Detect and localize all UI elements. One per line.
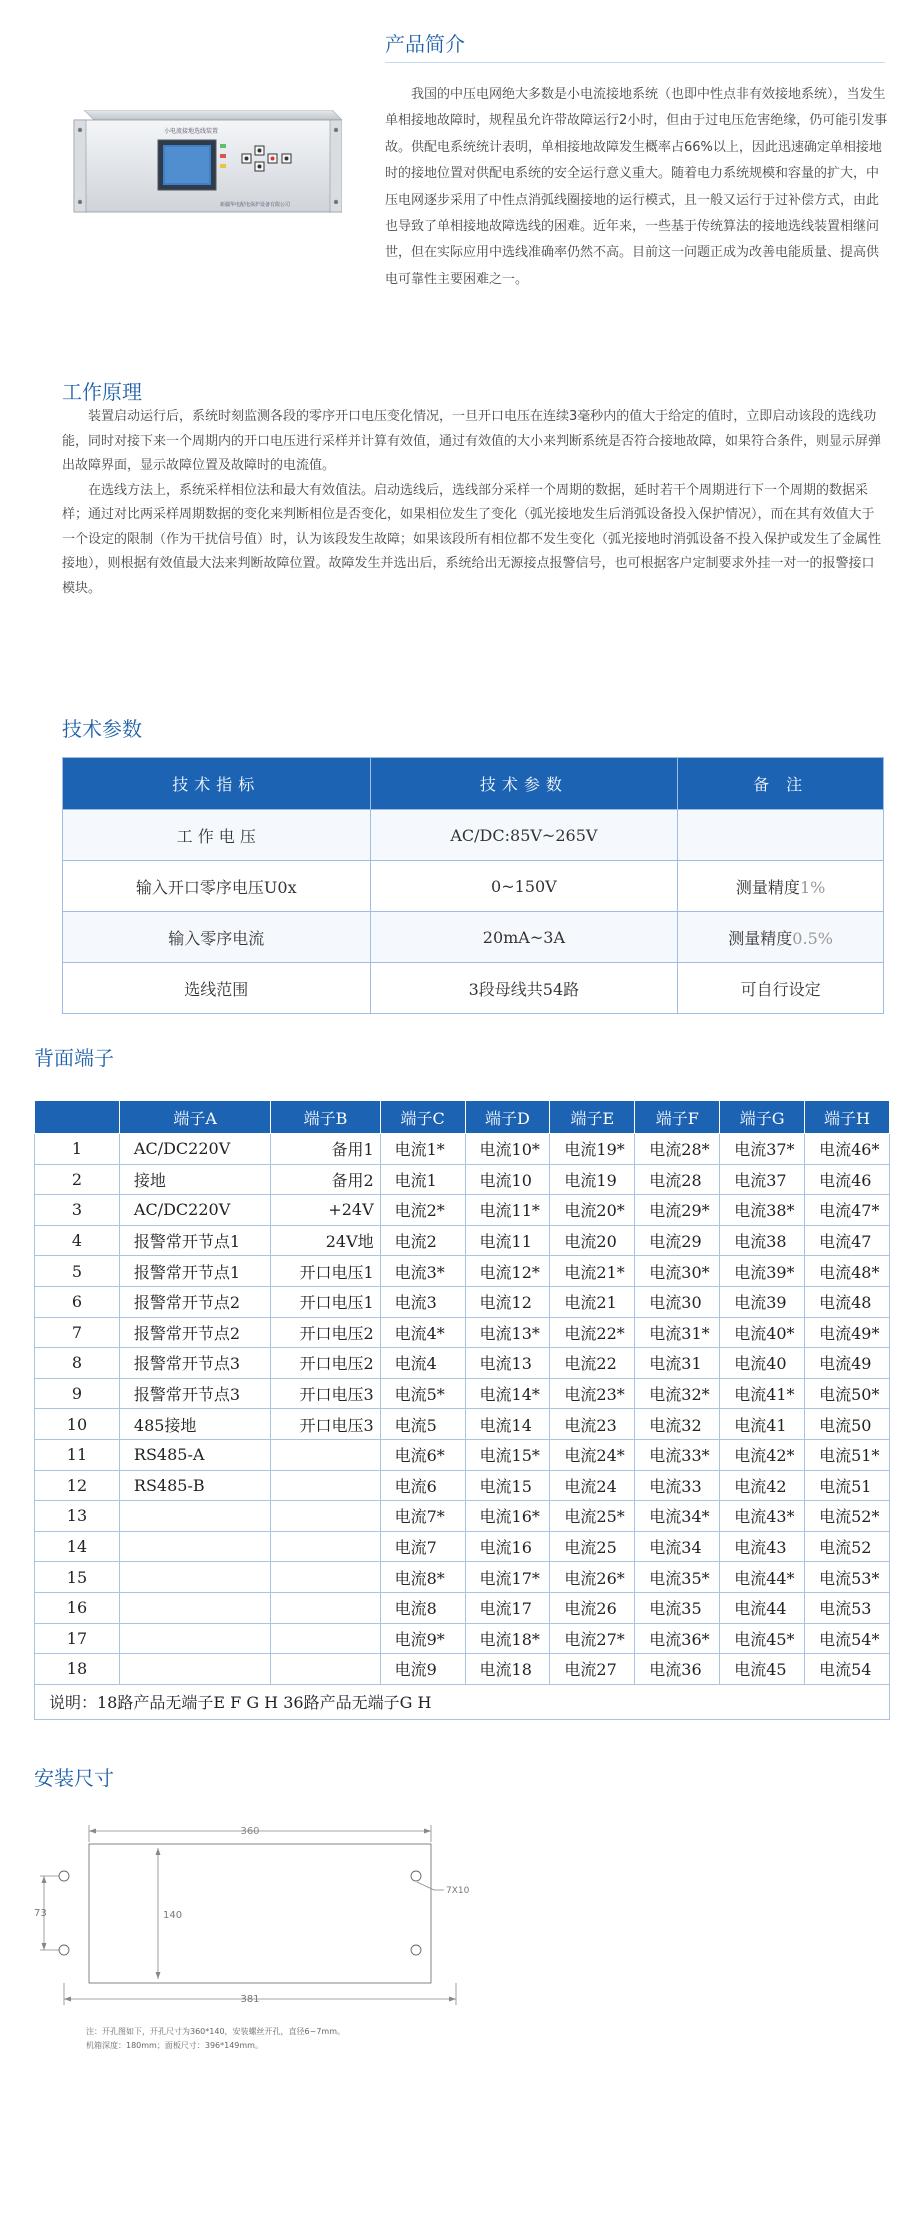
terminals-title: 背面端子 xyxy=(34,1046,114,1070)
table-row xyxy=(35,1562,890,1593)
tech-name-cell: 输入零序电流 xyxy=(63,912,371,963)
terminal-cell: 电流4 xyxy=(380,1348,465,1379)
terminal-cell: 电流12 xyxy=(465,1286,550,1317)
tech-name-cell: 工 作 电 压 xyxy=(63,810,371,861)
tech-note-text: 可自行设定 xyxy=(740,979,821,999)
terminal-cell: 电流15* xyxy=(465,1439,550,1470)
tech-header-cell: 技术参数 xyxy=(370,758,678,810)
principle-body xyxy=(62,405,887,601)
principle-paragraph-1: 装置启动运行后，系统时刻监测各段的零序开口电压变化情况，一旦开口电压在连续3毫秒内的值大于给定的值时，立即启动该段的选线功能，同时对接下来一个周期内的开口电压进行采样并计算有效值，通过有效值的大小来判断系统是否符合接地故障，如果符合条件，则显示屏弹出故障界面，显示故障位置及故障时的电流值。 xyxy=(62,409,882,473)
table-row xyxy=(63,912,884,963)
terminal-cell: 电流9* xyxy=(380,1623,465,1654)
table-row xyxy=(35,1501,890,1532)
terminal-cell: 电流24* xyxy=(550,1439,635,1470)
tech-header-cell: 技术指标 xyxy=(63,758,371,810)
terminal-cell: 电流49* xyxy=(805,1317,890,1348)
terminal-cell: 电流13* xyxy=(465,1317,550,1348)
table-row xyxy=(35,1623,890,1654)
terminal-cell: 开口电压1 xyxy=(271,1256,380,1287)
terminal-cell: 电流2* xyxy=(380,1195,465,1226)
terminal-cell: 电流22* xyxy=(550,1317,635,1348)
mount-hole xyxy=(59,1945,69,1955)
terminals-note: 说明：18路产品无端子E F G H 36路产品无端子G H xyxy=(35,1684,890,1719)
terminal-cell: AC/DC220V xyxy=(119,1195,271,1226)
terminal-cell: 电流30* xyxy=(635,1256,720,1287)
terminals-header-cell: 端子G xyxy=(720,1101,805,1134)
terminal-cell: 备用1 xyxy=(271,1134,380,1165)
terminal-cell: 电流34 xyxy=(635,1531,720,1562)
terminal-cell: 电流5* xyxy=(380,1378,465,1409)
terminals-header-cell: 端子C xyxy=(380,1101,465,1134)
terminal-cell: 电流3 xyxy=(380,1286,465,1317)
terminals-header-cell xyxy=(35,1101,120,1134)
terminal-index-cell: 6 xyxy=(35,1286,120,1317)
terminal-cell: 电流14 xyxy=(465,1409,550,1440)
terminal-cell: 接地 xyxy=(119,1164,271,1195)
terminals-header-cell: 端子E xyxy=(550,1101,635,1134)
terminal-cell: 电流18 xyxy=(465,1654,550,1685)
terminal-index-cell: 18 xyxy=(35,1654,120,1685)
terminal-index-cell: 8 xyxy=(35,1348,120,1379)
tech-value-cell: AC/DC:85V~265V xyxy=(370,810,678,861)
terminal-index-cell: 5 xyxy=(35,1256,120,1287)
terminal-index-cell: 9 xyxy=(35,1378,120,1409)
tech-note-text: 测量精度 xyxy=(735,877,800,897)
table-row xyxy=(35,1592,890,1623)
terminal-cell: 485接地 xyxy=(119,1409,271,1440)
terminal-cell: 电流13 xyxy=(465,1348,550,1379)
terminal-cell: 电流23* xyxy=(550,1378,635,1409)
terminal-cell: 电流47* xyxy=(805,1195,890,1226)
terminal-cell: 电流53 xyxy=(805,1592,890,1623)
terminal-index-cell: 14 xyxy=(35,1531,120,1562)
terminal-cell: 电流43* xyxy=(720,1501,805,1532)
terminal-cell: 电流8* xyxy=(380,1562,465,1593)
tech-header-cell: 备 注 xyxy=(678,758,884,810)
terminal-cell: 电流42 xyxy=(720,1470,805,1501)
terminal-cell: 电流36 xyxy=(635,1654,720,1685)
terminal-index-cell: 16 xyxy=(35,1592,120,1623)
tech-value-cell: 20mA~3A xyxy=(370,912,678,963)
terminal-cell: 电流25 xyxy=(550,1531,635,1562)
terminal-cell: 电流1* xyxy=(380,1134,465,1165)
terminal-cell: 电流29* xyxy=(635,1195,720,1226)
terminal-cell: 电流6* xyxy=(380,1439,465,1470)
terminal-cell: 电流39 xyxy=(720,1286,805,1317)
terminal-index-cell: 3 xyxy=(35,1195,120,1226)
terminal-cell: 电流5 xyxy=(380,1409,465,1440)
terminal-cell: 电流36* xyxy=(635,1623,720,1654)
terminals-note-row xyxy=(35,1684,890,1719)
terminal-cell: 电流45 xyxy=(720,1654,805,1685)
terminal-index-cell: 12 xyxy=(35,1470,120,1501)
terminal-cell: 电流12* xyxy=(465,1256,550,1287)
terminal-cell: 电流11* xyxy=(465,1195,550,1226)
install-title: 安装尺寸 xyxy=(34,1766,114,1790)
tech-header-row xyxy=(63,758,884,810)
terminal-cell: 电流51* xyxy=(805,1439,890,1470)
terminal-cell: 开口电压3 xyxy=(271,1378,380,1409)
tech-note-text: 测量精度 xyxy=(728,928,793,948)
terminal-cell: 电流17 xyxy=(465,1592,550,1623)
terminal-cell: 电流16 xyxy=(465,1531,550,1562)
terminal-cell: 电流26* xyxy=(550,1562,635,1593)
terminal-cell: 电流37* xyxy=(720,1134,805,1165)
terminal-cell: 电流28 xyxy=(635,1164,720,1195)
terminal-cell xyxy=(271,1531,380,1562)
table-row xyxy=(35,1317,890,1348)
terminal-cell: 电流20 xyxy=(550,1225,635,1256)
table-row xyxy=(35,1439,890,1470)
terminal-cell: 电流11 xyxy=(465,1225,550,1256)
terminal-cell: 开口电压2 xyxy=(271,1348,380,1379)
dim-bottom-label: 381 xyxy=(240,1994,260,2005)
device-company-label: 新疆华电配电保护设备有限公司 xyxy=(220,202,291,208)
terminal-cell xyxy=(119,1592,271,1623)
terminal-cell: 电流43 xyxy=(720,1531,805,1562)
terminal-cell: 电流19* xyxy=(550,1134,635,1165)
terminal-cell: 电流41* xyxy=(720,1378,805,1409)
intro-title: 产品简介 xyxy=(385,32,465,56)
terminal-cell: 电流33 xyxy=(635,1470,720,1501)
terminal-cell: 电流41 xyxy=(720,1409,805,1440)
terminal-cell: 电流44 xyxy=(720,1592,805,1623)
table-row xyxy=(35,1164,890,1195)
table-row xyxy=(35,1470,890,1501)
terminal-cell: 电流27* xyxy=(550,1623,635,1654)
terminal-cell: 电流17* xyxy=(465,1562,550,1593)
terminal-cell: 电流22 xyxy=(550,1348,635,1379)
terminal-cell: 电流52 xyxy=(805,1531,890,1562)
tech-note-cell xyxy=(678,963,884,1014)
terminals-table xyxy=(34,1100,890,1720)
terminal-cell: 电流34* xyxy=(635,1501,720,1532)
terminal-cell: 电流35* xyxy=(635,1562,720,1593)
terminal-cell: 电流51 xyxy=(805,1470,890,1501)
terminals-header-cell: 端子B xyxy=(271,1101,380,1134)
table-row xyxy=(63,963,884,1014)
terminal-cell: 电流40 xyxy=(720,1348,805,1379)
terminal-cell: 报警常开节点2 xyxy=(119,1317,271,1348)
terminal-index-cell: 4 xyxy=(35,1225,120,1256)
terminal-cell: 报警常开节点3 xyxy=(119,1348,271,1379)
terminal-cell: 电流42* xyxy=(720,1439,805,1470)
terminal-cell: 电流38 xyxy=(720,1225,805,1256)
terminal-cell: 电流9 xyxy=(380,1654,465,1685)
table-row xyxy=(35,1195,890,1226)
terminal-cell xyxy=(119,1531,271,1562)
terminals-header-cell: 端子D xyxy=(465,1101,550,1134)
table-row xyxy=(35,1409,890,1440)
terminal-cell: 电流40* xyxy=(720,1317,805,1348)
terminal-cell: 电流39* xyxy=(720,1256,805,1287)
terminal-index-cell: 17 xyxy=(35,1623,120,1654)
terminal-cell: 电流31 xyxy=(635,1348,720,1379)
terminal-cell: 电流54 xyxy=(805,1654,890,1685)
terminal-cell xyxy=(271,1562,380,1593)
terminal-cell: 电流32* xyxy=(635,1378,720,1409)
terminal-cell: 电流7 xyxy=(380,1531,465,1562)
terminal-cell: 电流18* xyxy=(465,1623,550,1654)
terminal-cell: 电流20* xyxy=(550,1195,635,1226)
terminal-cell: 电流32 xyxy=(635,1409,720,1440)
terminal-cell: 电流53* xyxy=(805,1562,890,1593)
terminal-index-cell: 13 xyxy=(35,1501,120,1532)
hole-size-label: 7X10 xyxy=(446,1886,470,1896)
terminal-cell xyxy=(119,1562,271,1593)
terminal-cell: 开口电压2 xyxy=(271,1317,380,1348)
table-row xyxy=(35,1225,890,1256)
terminal-cell: 电流24 xyxy=(550,1470,635,1501)
terminal-cell: 电流48* xyxy=(805,1256,890,1287)
terminal-index-cell: 10 xyxy=(35,1409,120,1440)
tech-name-cell: 输入开口零序电压U0x xyxy=(63,861,371,912)
terminal-cell: 报警常开节点1 xyxy=(119,1256,271,1287)
table-row xyxy=(35,1256,890,1287)
terminal-cell: 电流2 xyxy=(380,1225,465,1256)
terminal-cell: 电流4* xyxy=(380,1317,465,1348)
tech-note-value: 1% xyxy=(799,877,826,897)
install-notes xyxy=(86,2025,345,2053)
mount-hole xyxy=(411,1871,421,1881)
tech-value-cell: 3段母线共54路 xyxy=(370,963,678,1014)
terminal-cell: 电流7* xyxy=(380,1501,465,1532)
terminal-cell: 电流54* xyxy=(805,1623,890,1654)
terminal-index-cell: 1 xyxy=(35,1134,120,1165)
terminal-cell xyxy=(271,1501,380,1532)
terminal-cell: 电流23 xyxy=(550,1409,635,1440)
terminal-cell: 电流15 xyxy=(465,1470,550,1501)
terminal-cell: RS485-B xyxy=(119,1470,271,1501)
tech-note-value: 0.5% xyxy=(792,928,833,948)
terminal-cell: 电流14* xyxy=(465,1378,550,1409)
terminal-cell xyxy=(119,1623,271,1654)
cutout-rect xyxy=(89,1844,431,1983)
terminal-cell: 报警常开节点2 xyxy=(119,1286,271,1317)
terminal-cell: 电流47 xyxy=(805,1225,890,1256)
tech-title: 技术参数 xyxy=(62,717,142,741)
terminal-cell: 电流44* xyxy=(720,1562,805,1593)
terminal-cell xyxy=(271,1654,380,1685)
install-note-1: 注：开孔图如下，开孔尺寸为360*140，安装螺丝开孔，直径6~7mm。 xyxy=(86,2027,346,2036)
terminal-cell: 电流10 xyxy=(465,1164,550,1195)
device-front-panel-image xyxy=(70,110,342,218)
terminals-header-row xyxy=(35,1101,890,1134)
terminals-header-cell: 端子A xyxy=(119,1101,271,1134)
mount-hole xyxy=(59,1871,69,1881)
terminal-cell: 电流10* xyxy=(465,1134,550,1165)
terminal-cell: 电流45* xyxy=(720,1623,805,1654)
terminal-cell: 电流16* xyxy=(465,1501,550,1532)
terminal-cell: +24V xyxy=(271,1195,380,1226)
install-note-2: 机箱深度：180mm；面板尺寸：396*149mm。 xyxy=(86,2041,263,2050)
terminal-cell xyxy=(119,1501,271,1532)
table-row xyxy=(35,1134,890,1165)
terminal-cell: 报警常开节点3 xyxy=(119,1378,271,1409)
terminal-cell: 电流1 xyxy=(380,1164,465,1195)
terminal-cell: 电流35 xyxy=(635,1592,720,1623)
terminal-cell: 电流19 xyxy=(550,1164,635,1195)
terminals-header-cell: 端子H xyxy=(805,1101,890,1134)
terminal-index-cell: 11 xyxy=(35,1439,120,1470)
terminal-cell: 电流46 xyxy=(805,1164,890,1195)
terminal-cell: 备用2 xyxy=(271,1164,380,1195)
terminal-cell: 电流50 xyxy=(805,1409,890,1440)
terminal-cell xyxy=(119,1654,271,1685)
tech-name-cell: 选线范围 xyxy=(63,963,371,1014)
dim-top-label: 360 xyxy=(240,1826,260,1837)
device-panel-title: 小电流接地选线装置 xyxy=(164,128,219,135)
table-row xyxy=(35,1531,890,1562)
tech-note-cell xyxy=(678,810,884,861)
terminal-cell: 电流28* xyxy=(635,1134,720,1165)
terminal-cell: 电流25* xyxy=(550,1501,635,1532)
tech-note-cell xyxy=(678,912,884,963)
terminal-cell xyxy=(271,1439,380,1470)
tech-params-table xyxy=(62,757,884,1014)
table-row xyxy=(63,810,884,861)
table-row xyxy=(35,1654,890,1685)
terminal-cell: 电流26 xyxy=(550,1592,635,1623)
terminal-index-cell: 7 xyxy=(35,1317,120,1348)
terminal-index-cell: 15 xyxy=(35,1562,120,1593)
dim-inner-height-label: 140 xyxy=(163,1910,183,1921)
terminal-cell: 电流50* xyxy=(805,1378,890,1409)
terminal-cell: 电流21 xyxy=(550,1286,635,1317)
terminal-cell: 报警常开节点1 xyxy=(119,1225,271,1256)
dim-hole-spacing-label: 73 xyxy=(34,1908,47,1919)
tech-value-cell: 0~150V xyxy=(370,861,678,912)
terminal-cell xyxy=(271,1470,380,1501)
terminal-cell: 电流31* xyxy=(635,1317,720,1348)
table-row xyxy=(63,861,884,912)
terminal-cell: 开口电压3 xyxy=(271,1409,380,1440)
terminal-cell: 电流3* xyxy=(380,1256,465,1287)
terminal-cell: 电流38* xyxy=(720,1195,805,1226)
terminal-cell: 电流48 xyxy=(805,1286,890,1317)
table-row xyxy=(35,1286,890,1317)
terminal-cell: 电流46* xyxy=(805,1134,890,1165)
terminal-cell: 电流37 xyxy=(720,1164,805,1195)
terminal-cell xyxy=(271,1623,380,1654)
terminal-cell: 电流8 xyxy=(380,1592,465,1623)
intro-paragraph: 我国的中压电网绝大多数是小电流接地系统（也即中性点非有效接地系统），当发生单相接地故障时，规程虽允许带故障运行2小时，但由于过电压危害绝缘，仍可能引发事故。供配电系统统计表明，单相接地故障发生概率占66%以上，因此迅速确定单相接地时的接地位置对供配电系统的安全运行意义重大。随着电力系统规模和容量的扩大，中压电网逐步采用了中性点消弧线圈接地的运行模式，且一般又运行于过补偿方式，由此也导致了单相接地故障选线的困难。近年来，一些基于传统算法的接地选线装置相继问世，但在实际应用中选线准确率仍然不高。目前这一问题正成为改善电能质量、提高供电可靠性主要困难之一。 xyxy=(385,87,888,287)
terminal-cell: 电流33* xyxy=(635,1439,720,1470)
terminal-index-cell: 2 xyxy=(35,1164,120,1195)
terminal-cell: 开口电压1 xyxy=(271,1286,380,1317)
terminal-cell: RS485-A xyxy=(119,1439,271,1470)
terminal-cell: 电流6 xyxy=(380,1470,465,1501)
tech-note-cell xyxy=(678,861,884,912)
table-row xyxy=(35,1378,890,1409)
principle-title: 工作原理 xyxy=(62,380,142,404)
table-row xyxy=(35,1348,890,1379)
terminal-cell: 电流21* xyxy=(550,1256,635,1287)
terminal-cell xyxy=(271,1592,380,1623)
terminal-cell: 电流29 xyxy=(635,1225,720,1256)
terminal-cell: 电流52* xyxy=(805,1501,890,1532)
terminal-cell: 24V地 xyxy=(271,1225,380,1256)
intro-title-rule xyxy=(385,62,885,63)
mount-hole xyxy=(411,1945,421,1955)
terminal-cell: 电流27 xyxy=(550,1654,635,1685)
terminal-cell: AC/DC220V xyxy=(119,1134,271,1165)
principle-paragraph-2: 在选线方法上，系统采样相位法和最大有效值法。启动选线后，选线部分采样一个周期的数据，延时若干个周期进行下一个周期的数据采样；通过对比两采样周期数据的变化来判断相位是否变化，如果相位发生了变化（弧光接地发生后消弧设备投入保护情况），而在其有效值大于一个设定的限制（作为干扰信号值）时，认为该段发生故障；如果该段所有相位都不发生变化（弧光接地时消弧设备不投入保护或发生了金属性接地），则根据有效值最大法来判断故障位置。故障发生并选出后，系统给出无源接点报警信号，也可根据客户定制要求外挂一对一的报警接口模块。 xyxy=(62,482,882,596)
terminal-cell: 电流49 xyxy=(805,1348,890,1379)
terminal-cell: 电流30 xyxy=(635,1286,720,1317)
installation-dimension-drawing xyxy=(34,1820,504,2020)
terminals-header-cell: 端子F xyxy=(635,1101,720,1134)
